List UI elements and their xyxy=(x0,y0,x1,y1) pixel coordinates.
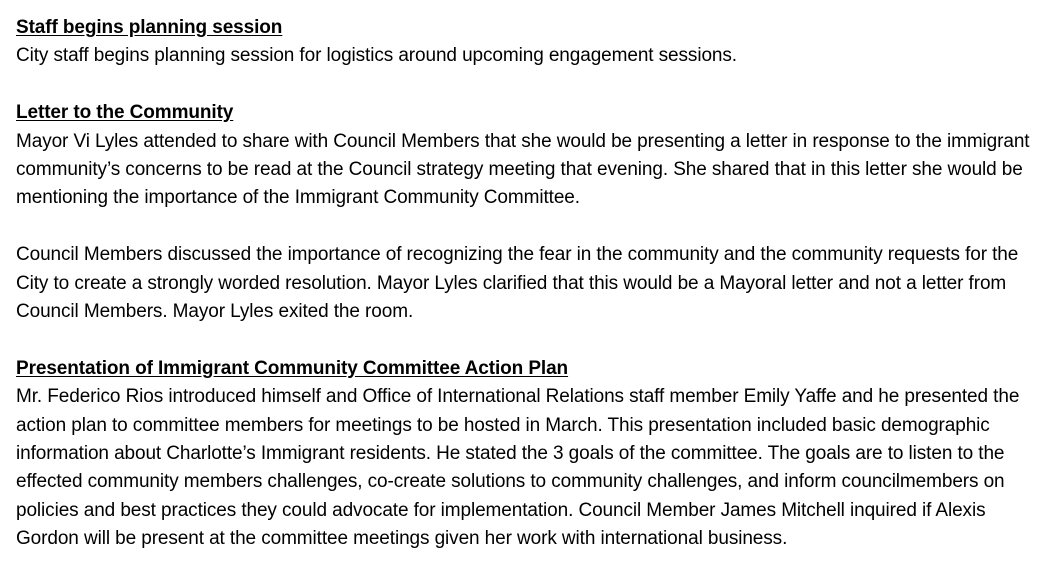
section-staff-planning xyxy=(16,14,1046,71)
blank-line xyxy=(16,326,1046,354)
section-action-plan-presentation xyxy=(16,355,1046,554)
section-paragraph: Mayor Vi Lyles attended to share with Council Members that she would be presenting a letter in response to the immigrant community’s concerns to be read at the Council strategy meeting that evening. She shared that in this letter she would be mentioning the importance of the Immigrant Community Committee. xyxy=(16,130,1030,209)
section-heading: Letter to the Community xyxy=(16,102,234,124)
section-paragraph: Mr. Federico Rios introduced himself and Office of International Relations staff member Emily Yaffe and he presented the action plan to committee members for meetings to be hosted in March. This presentation included basic demographic information about Charlotte’s Immigrant residents. He stated the 3 goals of the committee. The goals are to listen to the effected community members challenges, co-create solutions to community challenges, and inform councilmembers on policies and best practices they could advocate for implementation. Council Member James Mitchell inquired if Alexis Gordon will be present at the committee meetings given her work with international business. xyxy=(16,386,1020,550)
section-heading: Presentation of Immigrant Community Committee Action Plan xyxy=(16,357,569,379)
section-letter-to-community xyxy=(16,99,1046,326)
section-heading: Staff begins planning session xyxy=(16,17,283,38)
document-body xyxy=(16,14,1046,554)
section-paragraph: Council Members discussed the importance of recognizing the fear in the community and the community requests for the City to create a strongly worded resolution. Mayor Lyles clarified that this would be a Mayoral letter and not a letter from Council Members. Mayor Lyles exited the room. xyxy=(16,244,1019,323)
blank-line xyxy=(16,213,1046,241)
section-paragraph: City staff begins planning session for logistics around upcoming engagement sessions. xyxy=(16,45,737,67)
blank-line xyxy=(16,71,1046,99)
